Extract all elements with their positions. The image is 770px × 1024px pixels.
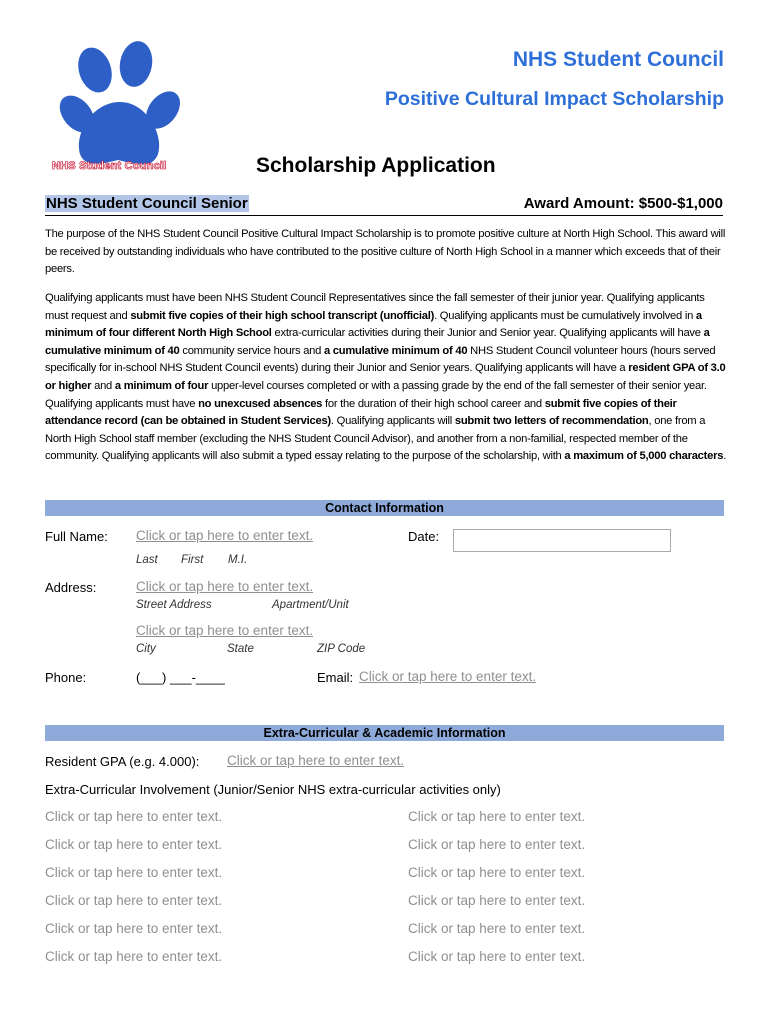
logo-label: NHS Student Council bbox=[52, 160, 167, 172]
date-label: Date: bbox=[408, 529, 440, 544]
eligibility-label: NHS Student Council Senior bbox=[46, 195, 248, 212]
zip-hint: ZIP Code bbox=[317, 643, 366, 655]
activity-field-11[interactable]: Click or tap here to enter text. bbox=[45, 949, 223, 964]
last-hint: Last bbox=[136, 554, 158, 566]
activity-field-4[interactable]: Click or tap here to enter text. bbox=[408, 837, 586, 852]
gpa-field[interactable]: Click or tap here to enter text. bbox=[227, 753, 405, 768]
eligibility-row bbox=[45, 195, 723, 216]
purpose-paragraph: The purpose of the NHS Student Council Positive Cultural Impact Scholarship is to promote positive culture at North High School. This award will be received by outstanding individuals who have contributed to the positive culture of North High School in a manner which exceeds that of their peers. bbox=[45, 228, 726, 276]
gpa-label: Resident GPA (e.g. 4.000): bbox=[45, 754, 200, 769]
mi-hint: M.I. bbox=[228, 554, 248, 566]
street-address-field[interactable]: Click or tap here to enter text. bbox=[136, 579, 314, 594]
requirements-paragraph: Qualifying applicants must have been NHS Student Council Representatives since the fall semester of their junior year. Qualifying applicants must request and submit five copies of their high school transcript (unofficial). Qualifying applicants must be cumulatively involved in a minimum of four different North High School extra-curricular activities during their Junior and Senior year. Qualifying applicants will have a cumulative minimum of 40 community service hours and a cumulative minimum of 40 NHS Student Council volunteer hours (hours served specifically for in-school NHS Student Council events) during their Junior and Senior years. Qualifying applicants will have a resident GPA of 3.0 or higher and a minimum of four upper-level courses completed or with a passing grade by the end of the fall semester of their senior year. Qualifying applicants must have no unexcused absences for the duration of their high school career and submit five copies of their attendance record (can be obtained in Student Services). Qualifying applicants will submit two letters of recommendation, one from a North High School staff member (excluding the NHS Student Council Advisor), and another from a non-familial, respected member of the community. Qualifying applicants will also submit a typed essay relating to the purpose of the scholarship, with a maximum of 5,000 characters. bbox=[45, 292, 727, 463]
activity-field-6[interactable]: Click or tap here to enter text. bbox=[408, 865, 586, 880]
extra-section-heading: Extra-Curricular & Academic Information bbox=[45, 725, 724, 741]
city-state-zip-field[interactable]: Click or tap here to enter text. bbox=[136, 623, 314, 638]
city-hint: City bbox=[136, 643, 156, 655]
state-hint: State bbox=[227, 643, 254, 655]
award-amount: Award Amount: $500-$1,000 bbox=[523, 195, 723, 212]
email-label: Email: bbox=[317, 670, 354, 685]
page-title: Scholarship Application bbox=[256, 154, 496, 177]
contact-section-heading: Contact Information bbox=[45, 500, 724, 516]
email-field[interactable]: Click or tap here to enter text. bbox=[359, 669, 537, 684]
activity-field-7[interactable]: Click or tap here to enter text. bbox=[45, 893, 223, 908]
activity-field-3[interactable]: Click or tap here to enter text. bbox=[45, 837, 223, 852]
phone-field[interactable]: (___) ___-____ bbox=[136, 670, 225, 685]
activity-field-10[interactable]: Click or tap here to enter text. bbox=[408, 921, 586, 936]
full-name-label: Full Name: bbox=[45, 529, 108, 544]
phone-label: Phone: bbox=[45, 670, 87, 685]
street-address-hint: Street Address bbox=[136, 599, 212, 611]
org-title: NHS Student Council bbox=[512, 48, 724, 71]
date-field[interactable] bbox=[453, 529, 671, 552]
activity-field-8[interactable]: Click or tap here to enter text. bbox=[408, 893, 586, 908]
full-name-field[interactable]: Click or tap here to enter text. bbox=[136, 528, 314, 543]
activity-field-1[interactable]: Click or tap here to enter text. bbox=[45, 809, 223, 824]
involvement-label: Extra-Curricular Involvement (Junior/Senior NHS extra-curricular activities only) bbox=[45, 782, 501, 797]
scholarship-title: Positive Cultural Impact Scholarship bbox=[384, 88, 724, 110]
apartment-hint: Apartment/Unit bbox=[272, 599, 349, 611]
activity-field-2[interactable]: Click or tap here to enter text. bbox=[408, 809, 586, 824]
activity-field-9[interactable]: Click or tap here to enter text. bbox=[45, 921, 223, 936]
activity-field-5[interactable]: Click or tap here to enter text. bbox=[45, 865, 223, 880]
activity-field-12[interactable]: Click or tap here to enter text. bbox=[408, 949, 586, 964]
first-hint: First bbox=[181, 554, 204, 566]
address-label: Address: bbox=[45, 580, 97, 595]
